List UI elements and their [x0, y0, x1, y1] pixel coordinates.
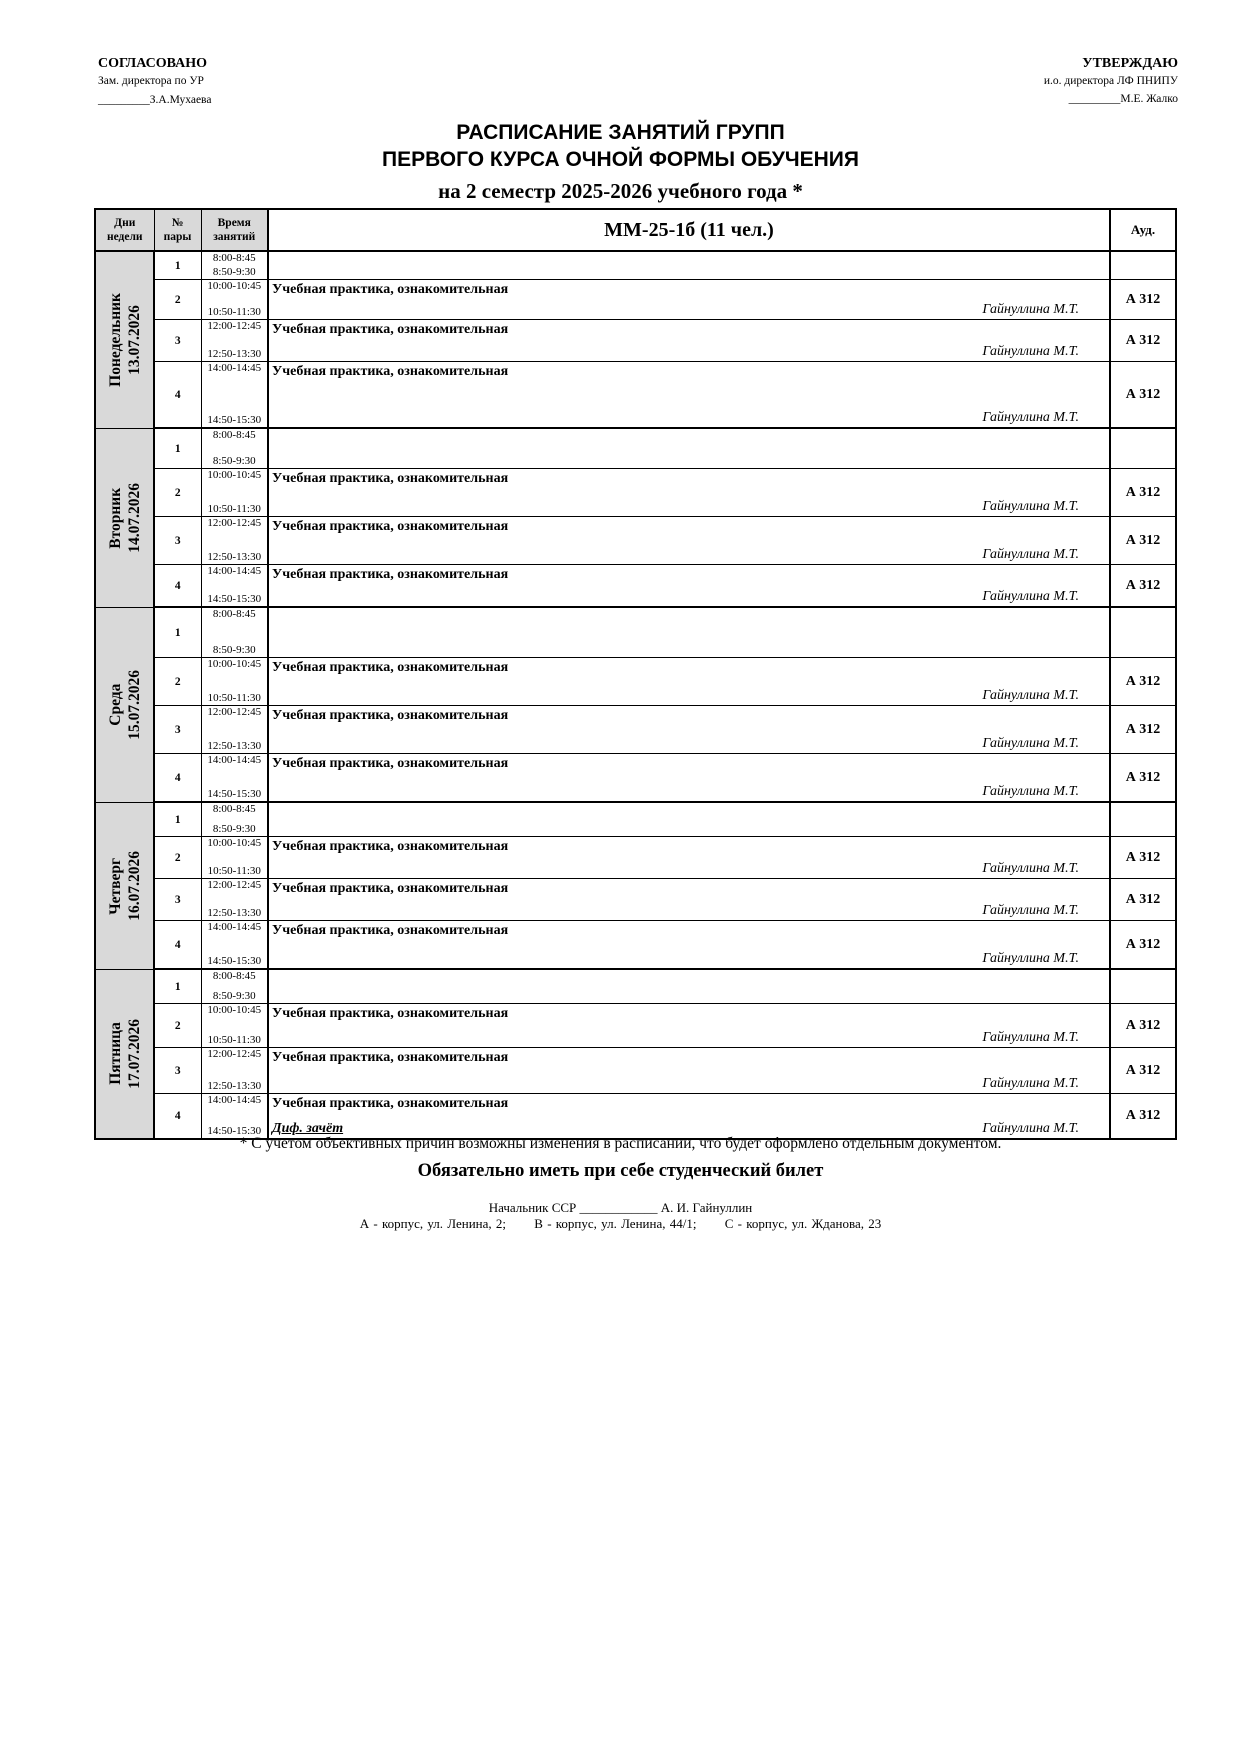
day-cell — [95, 251, 154, 428]
lesson-subject: Учебная практика, ознакомительная — [272, 471, 509, 486]
time-end: 10:50-11:30 — [207, 865, 261, 877]
time-start: 10:00-10:45 — [207, 837, 262, 849]
lesson-cell — [268, 754, 1110, 803]
lesson-cell — [268, 921, 1110, 970]
document-subtitle: на 2 семестр 2025-2026 учебного года * — [438, 179, 803, 203]
lesson-cell — [268, 320, 1110, 362]
auditorium — [1110, 428, 1176, 469]
confirm-position: и.о. директора ЛФ ПНИПУ — [1043, 75, 1178, 87]
lesson-teacher: Гайнуллина М.Т. — [982, 589, 1079, 604]
header-pair-number: № пары — [154, 209, 201, 251]
pair-time — [201, 1048, 268, 1094]
lesson-teacher: Гайнуллина М.Т. — [982, 951, 1079, 966]
day-cell — [95, 802, 154, 969]
day-label — [106, 1019, 144, 1089]
pair-time — [201, 565, 268, 608]
time-end: 12:50-13:30 — [207, 348, 262, 360]
lesson-teacher: Гайнуллина М.Т. — [982, 1076, 1079, 1091]
lesson-subject: Учебная практика, ознакомительная — [272, 923, 509, 938]
auditorium: А 312 — [1110, 280, 1176, 320]
auditorium: А 312 — [1110, 837, 1176, 879]
auditorium: А 312 — [1110, 1094, 1176, 1140]
lesson-cell — [268, 1094, 1110, 1140]
lesson-subject: Учебная практика, ознакомительная — [272, 567, 509, 582]
document-title-line-1: РАСПИСАНИЕ ЗАНЯТИЙ ГРУПП — [456, 121, 785, 144]
pair-time — [201, 517, 268, 565]
day-date: 17.07.2026 — [125, 1018, 143, 1089]
lesson-teacher: Гайнуллина М.Т. — [982, 302, 1079, 317]
pair-time — [201, 921, 268, 970]
pair-number: 1 — [154, 428, 201, 469]
lesson-subject: Учебная практика, ознакомительная — [272, 1096, 509, 1111]
lesson-cell — [268, 969, 1110, 1004]
table-row — [95, 879, 1176, 921]
time-end: 14:50-15:30 — [207, 788, 262, 800]
pair-number: 3 — [154, 1048, 201, 1094]
pair-time — [201, 969, 268, 1004]
approved-signature: _________З.А.Мухаева — [98, 94, 212, 106]
time-end: 14:50-15:30 — [207, 1125, 262, 1137]
lesson-cell — [268, 1048, 1110, 1094]
time-start: 12:00-12:45 — [207, 1048, 262, 1060]
time-start: 14:00-14:45 — [207, 754, 262, 766]
pair-number: 4 — [154, 1094, 201, 1140]
time-start: 14:00-14:45 — [207, 921, 262, 933]
lesson-subject: Учебная практика, ознакомительная — [272, 660, 509, 675]
lesson-cell — [268, 607, 1110, 658]
pair-number: 3 — [154, 517, 201, 565]
time-start: 12:00-12:45 — [207, 879, 262, 891]
pair-number: 2 — [154, 837, 201, 879]
pair-number: 4 — [154, 921, 201, 970]
time-end: 10:50-11:30 — [207, 503, 261, 515]
pair-number: 1 — [154, 251, 201, 280]
time-start: 8:00-8:45 — [212, 252, 256, 264]
lesson-subject: Учебная практика, ознакомительная — [272, 756, 509, 771]
time-end: 14:50-15:30 — [207, 593, 262, 605]
auditorium: А 312 — [1110, 921, 1176, 970]
pair-number: 1 — [154, 969, 201, 1004]
approval-block-left — [98, 56, 418, 110]
footnote: * С учетом объективных причин возможны изменения в расписании, что будет оформлено отдельным документом. — [239, 1135, 1002, 1152]
schedule-table — [94, 208, 1177, 1140]
time-end: 8:50-9:30 — [212, 644, 256, 656]
pair-time — [201, 362, 268, 429]
day-date: 13.07.2026 — [125, 304, 143, 375]
pair-time — [201, 658, 268, 706]
time-end: 8:50-9:30 — [212, 266, 256, 278]
auditorium: А 312 — [1110, 362, 1176, 429]
pair-number: 2 — [154, 1004, 201, 1048]
pair-time — [201, 469, 268, 517]
pair-time — [201, 837, 268, 879]
table-row — [95, 706, 1176, 754]
table-row — [95, 469, 1176, 517]
confirm-title: УТВЕРЖДАЮ — [1082, 56, 1178, 71]
pair-number: 3 — [154, 320, 201, 362]
pair-time — [201, 802, 268, 837]
pair-time — [201, 706, 268, 754]
confirm-signature: _________М.Е. Жалко — [1068, 93, 1178, 105]
time-start: 10:00-10:45 — [207, 658, 262, 670]
time-start: 12:00-12:45 — [207, 320, 262, 332]
pair-number: 3 — [154, 706, 201, 754]
auditorium: А 312 — [1110, 1048, 1176, 1094]
lesson-cell — [268, 428, 1110, 469]
pair-number: 4 — [154, 565, 201, 608]
header-group: ММ-25-1б (11 чел.) — [268, 209, 1110, 251]
lesson-subject: Учебная практика, ознакомительная — [272, 322, 509, 337]
time-start: 8:00-8:45 — [212, 970, 256, 982]
table-row — [95, 802, 1176, 837]
lesson-cell — [268, 280, 1110, 320]
pair-time — [201, 1004, 268, 1048]
auditorium: А 312 — [1110, 879, 1176, 921]
auditorium — [1110, 607, 1176, 658]
lesson-cell — [268, 658, 1110, 706]
approval-block-right — [818, 56, 1178, 108]
table-row — [95, 969, 1176, 1004]
lesson-cell — [268, 251, 1110, 280]
table-row — [95, 1048, 1176, 1094]
day-cell — [95, 607, 154, 802]
lesson-teacher: Гайнуллина М.Т. — [982, 903, 1079, 918]
time-end: 10:50-11:30 — [207, 306, 261, 318]
header-auditorium: Ауд. — [1110, 209, 1176, 251]
lesson-teacher: Гайнуллина М.Т. — [982, 1030, 1079, 1045]
table-row — [95, 1094, 1176, 1140]
day-label — [106, 483, 144, 553]
lesson-teacher: Гайнуллина М.Т. — [982, 688, 1079, 703]
day-date: 15.07.2026 — [125, 669, 143, 740]
lesson-subject: Учебная практика, ознакомительная — [272, 1050, 509, 1065]
auditorium: А 312 — [1110, 706, 1176, 754]
lesson-cell — [268, 517, 1110, 565]
time-start: 8:00-8:45 — [212, 803, 256, 815]
table-header-row — [95, 209, 1176, 251]
day-cell — [95, 969, 154, 1139]
time-start: 10:00-10:45 — [207, 280, 262, 292]
pair-number: 1 — [154, 607, 201, 658]
lesson-teacher: Гайнуллина М.Т. — [982, 861, 1079, 876]
pair-time — [201, 428, 268, 469]
pair-number: 4 — [154, 754, 201, 803]
time-end: 10:50-11:30 — [207, 692, 261, 704]
lesson-teacher: Гайнуллина М.Т. — [982, 1121, 1079, 1136]
lesson-subject: Учебная практика, ознакомительная — [272, 708, 509, 723]
table-row — [95, 517, 1176, 565]
approved-title: СОГЛАСОВАНО — [98, 56, 207, 71]
pair-number: 2 — [154, 280, 201, 320]
student-id-notice: Обязательно иметь при себе студенческий билет — [417, 1161, 824, 1181]
table-row — [95, 607, 1176, 658]
address-c: С - корпус, ул. Жданова, 23 — [724, 1216, 882, 1231]
pair-time — [201, 280, 268, 320]
time-end: 14:50-15:30 — [207, 414, 262, 426]
auditorium: А 312 — [1110, 754, 1176, 803]
day-name: Четверг — [106, 857, 124, 914]
auditorium — [1110, 802, 1176, 837]
pair-number: 4 — [154, 362, 201, 429]
table-row — [95, 565, 1176, 608]
table-row — [95, 1004, 1176, 1048]
pair-time — [201, 320, 268, 362]
day-name: Вторник — [106, 487, 124, 548]
table-row — [95, 837, 1176, 879]
table-row — [95, 658, 1176, 706]
auditorium: А 312 — [1110, 320, 1176, 362]
lesson-subject: Учебная практика, ознакомительная — [272, 519, 509, 534]
pair-time — [201, 607, 268, 658]
time-start: 10:00-10:45 — [207, 469, 262, 481]
time-end: 14:50-15:30 — [207, 955, 262, 967]
lesson-subject: Учебная практика, ознакомительная — [272, 1006, 509, 1021]
pair-number: 2 — [154, 658, 201, 706]
day-label — [106, 670, 144, 740]
time-start: 14:00-14:45 — [207, 565, 262, 577]
header-time: Время занятий — [201, 209, 268, 251]
day-label — [106, 293, 144, 387]
lesson-cell — [268, 837, 1110, 879]
time-end: 12:50-13:30 — [207, 740, 262, 752]
lesson-teacher: Гайнуллина М.Т. — [982, 410, 1079, 425]
auditorium: А 312 — [1110, 469, 1176, 517]
pair-time — [201, 1094, 268, 1140]
approved-position: Зам. директора по УР — [98, 75, 204, 87]
time-end: 12:50-13:30 — [207, 907, 262, 919]
auditorium: А 312 — [1110, 517, 1176, 565]
pair-number: 3 — [154, 879, 201, 921]
lesson-teacher: Гайнуллина М.Т. — [982, 736, 1079, 751]
pair-number: 2 — [154, 469, 201, 517]
day-name: Пятница — [106, 1022, 124, 1086]
address-a: А - корпус, ул. Ленина, 2; — [359, 1216, 507, 1231]
lesson-cell — [268, 802, 1110, 837]
pair-time — [201, 251, 268, 280]
header-day: Дни недели — [95, 209, 154, 251]
lesson-assessment: Диф. зачёт — [272, 1121, 344, 1136]
time-start: 8:00-8:45 — [212, 608, 256, 620]
time-end: 8:50-9:30 — [212, 455, 256, 467]
day-cell — [95, 428, 154, 607]
lesson-cell — [268, 469, 1110, 517]
auditorium: А 312 — [1110, 658, 1176, 706]
lesson-teacher: Гайнуллина М.Т. — [982, 547, 1079, 562]
auditorium — [1110, 251, 1176, 280]
table-row — [95, 320, 1176, 362]
lesson-teacher: Гайнуллина М.Т. — [982, 784, 1079, 799]
time-start: 12:00-12:45 — [207, 706, 262, 718]
lesson-subject: Учебная практика, ознакомительная — [272, 282, 509, 297]
table-row — [95, 754, 1176, 803]
lesson-cell — [268, 565, 1110, 608]
head-signature: Начальник ССР ____________ А. И. Гайнуллин — [488, 1200, 753, 1215]
day-label — [106, 851, 144, 921]
time-end: 10:50-11:30 — [207, 1034, 261, 1046]
time-end: 8:50-9:30 — [212, 823, 256, 835]
time-start: 12:00-12:45 — [207, 517, 262, 529]
document-title-line-2: ПЕРВОГО КУРСА ОЧНОЙ ФОРМЫ ОБУЧЕНИЯ — [382, 148, 859, 171]
lesson-subject: Учебная практика, ознакомительная — [272, 839, 509, 854]
auditorium: А 312 — [1110, 565, 1176, 608]
lesson-subject: Учебная практика, ознакомительная — [272, 881, 509, 896]
time-start: 10:00-10:45 — [207, 1004, 262, 1016]
building-addresses — [0, 1216, 1241, 1232]
time-start: 14:00-14:45 — [207, 362, 262, 374]
time-end: 8:50-9:30 — [212, 990, 256, 1002]
table-row — [95, 280, 1176, 320]
pair-time — [201, 754, 268, 803]
lesson-teacher: Гайнуллина М.Т. — [982, 344, 1079, 359]
time-start: 8:00-8:45 — [212, 429, 256, 441]
address-b: В - корпус, ул. Ленина, 44/1; — [534, 1216, 697, 1231]
pair-time — [201, 879, 268, 921]
pair-number: 1 — [154, 802, 201, 837]
day-date: 16.07.2026 — [125, 850, 143, 921]
lesson-cell — [268, 362, 1110, 429]
time-end: 12:50-13:30 — [207, 551, 262, 563]
lesson-subject: Учебная практика, ознакомительная — [272, 364, 509, 379]
table-row — [95, 362, 1176, 429]
table-row — [95, 921, 1176, 970]
day-name: Понедельник — [106, 292, 124, 387]
day-name: Среда — [106, 683, 124, 726]
lesson-cell — [268, 879, 1110, 921]
time-end: 12:50-13:30 — [207, 1080, 262, 1092]
table-row — [95, 428, 1176, 469]
auditorium — [1110, 969, 1176, 1004]
lesson-cell — [268, 706, 1110, 754]
lesson-cell — [268, 1004, 1110, 1048]
table-row — [95, 251, 1176, 280]
day-date: 14.07.2026 — [125, 482, 143, 553]
time-start: 14:00-14:45 — [207, 1094, 262, 1106]
auditorium: А 312 — [1110, 1004, 1176, 1048]
lesson-teacher: Гайнуллина М.Т. — [982, 499, 1079, 514]
